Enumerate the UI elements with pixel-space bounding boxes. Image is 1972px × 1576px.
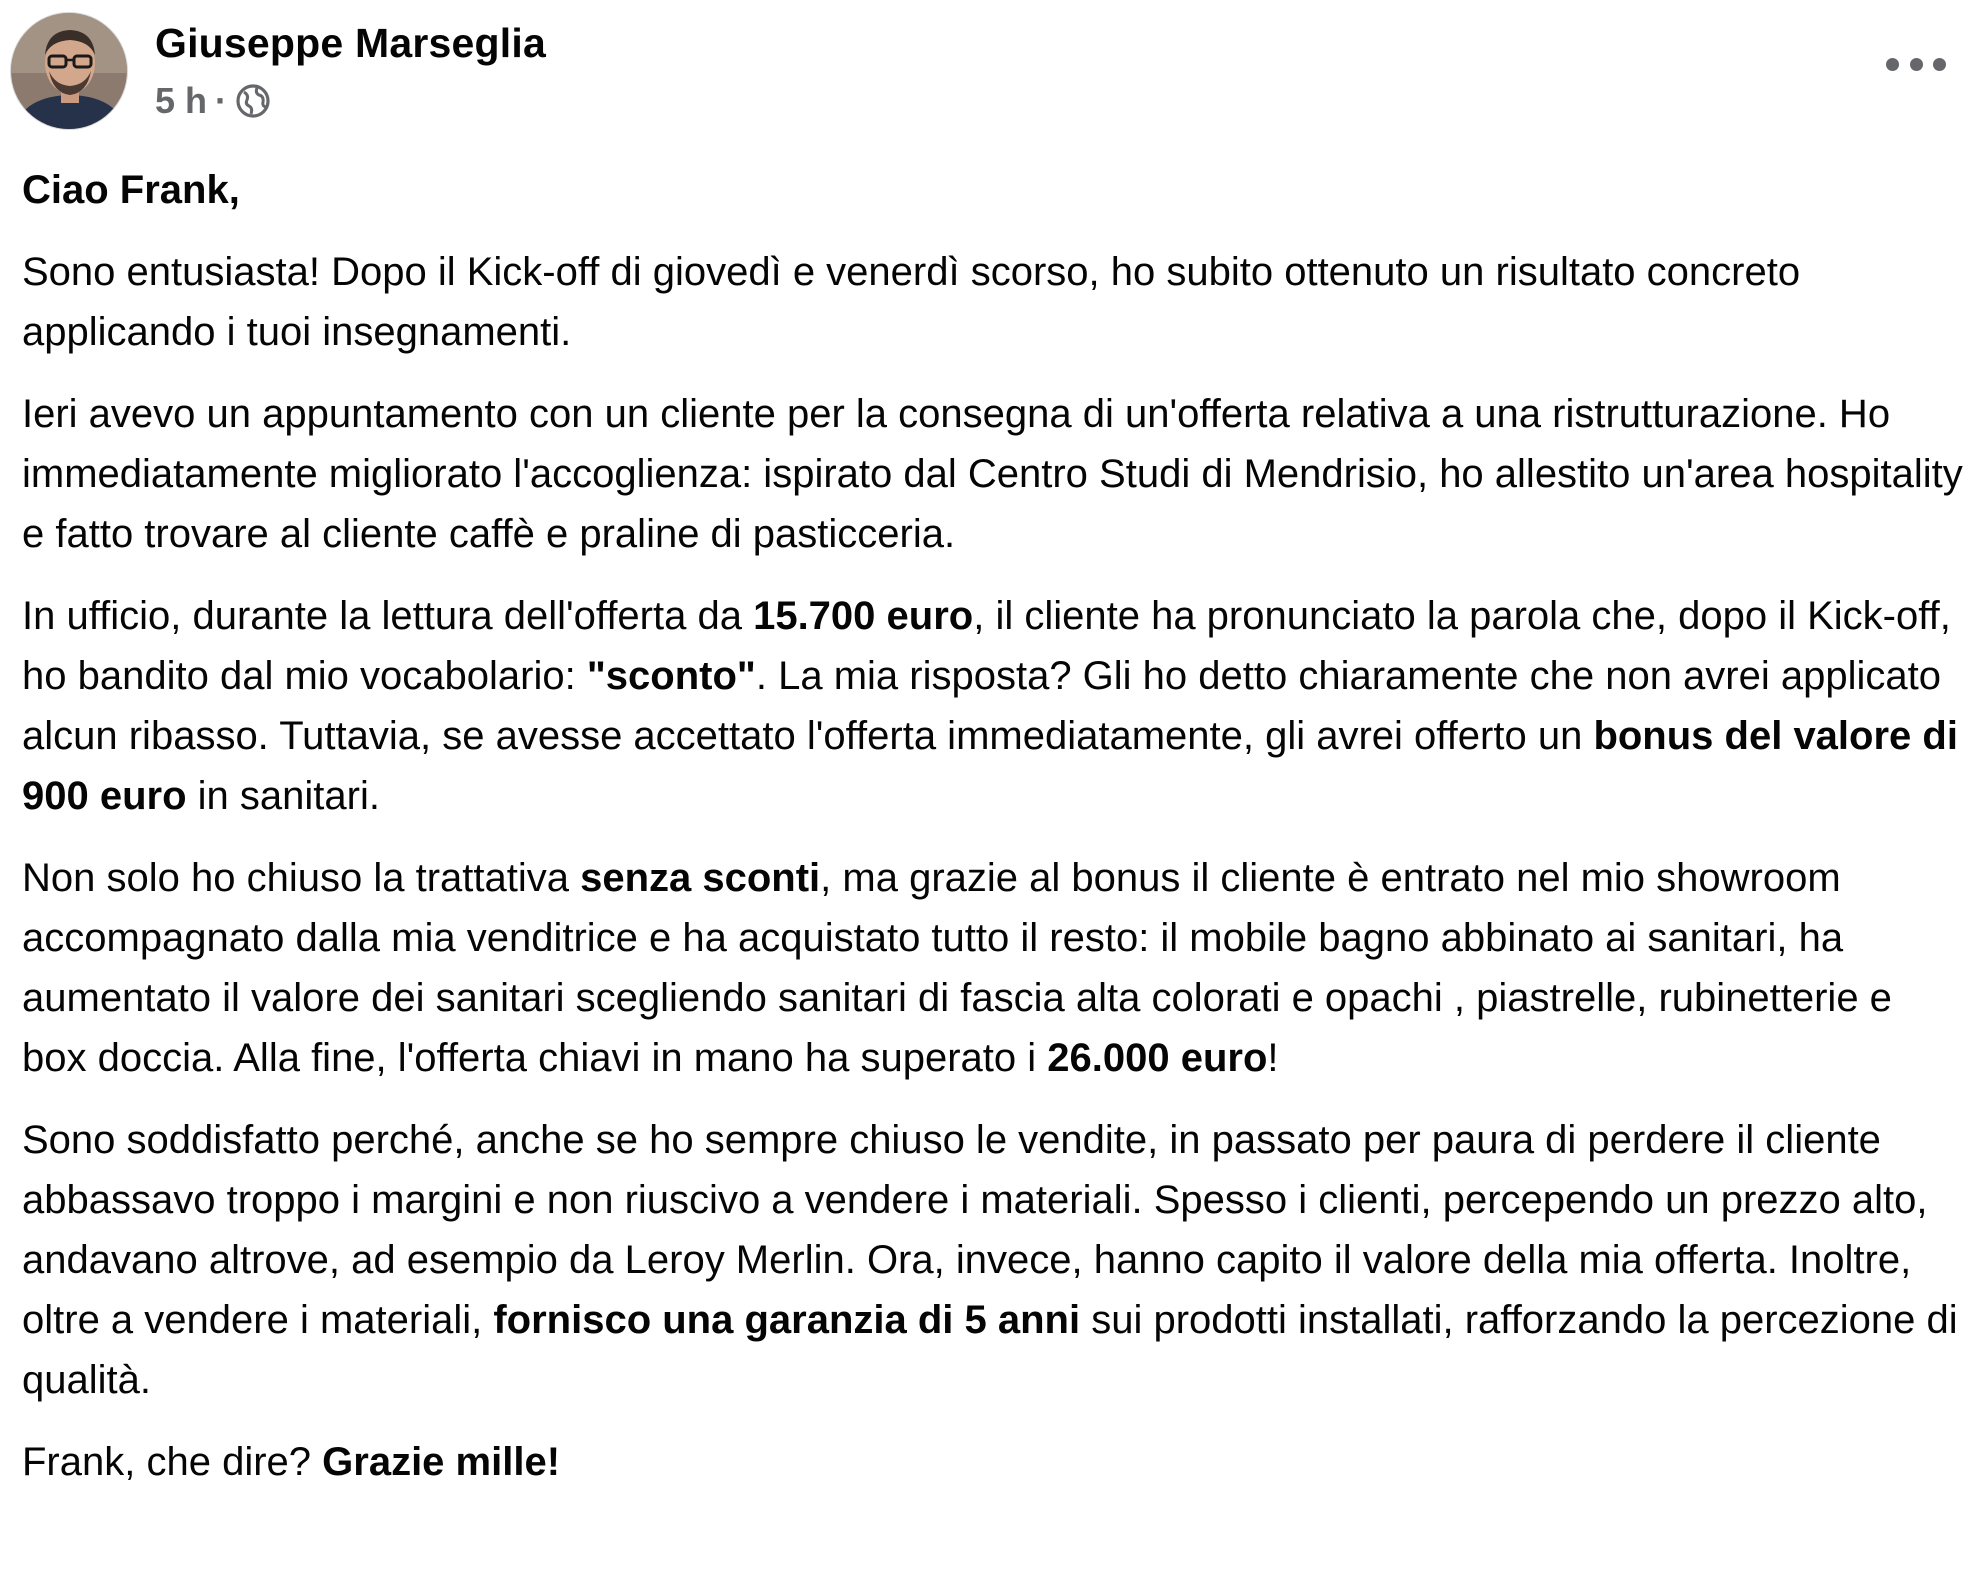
author-avatar[interactable] <box>10 12 128 130</box>
author-name[interactable]: Giuseppe Marseglia <box>155 20 546 66</box>
post-paragraph-2: Ieri avevo un appuntamento con un cliente per la consegna di un'offerta relativa a una ristrutturazione. Ho immediatamente migliorato l'accoglienza: ispirato dal Centro Studi di Mendrisio, ho allestito un'area hospitality e fatto trovare al cliente caffè e praline di pasticceria. <box>22 392 1963 556</box>
post-body <box>22 160 1967 1514</box>
globe-icon[interactable] <box>235 83 271 119</box>
post-meta <box>155 80 271 122</box>
meta-separator: · <box>215 80 228 121</box>
post-paragraph-1: Sono entusiasta! Dopo il Kick-off di giovedì e venerdì scorso, ho subito ottenuto un risultato concreto applicando i tuoi insegnamenti. <box>22 250 1801 354</box>
post-paragraph-6: Frank, che dire? Grazie mille! <box>22 1440 561 1484</box>
more-options-icon[interactable] <box>1886 44 1946 84</box>
post-paragraph-5: Sono soddisfatto perché, anche se ho sempre chiuso le vendite, in passato per paura di perdere il cliente abbassavo troppo i margini e non riuscivo a vendere i materiali. Spesso i clienti, percependo un prezzo alto, andavano altrove, ad esempio da Leroy Merlin. Ora, invece, hanno capito il valore della mia offerta. Inoltre, oltre a vendere i materiali, fornisco una garanzia di 5 anni sui prodotti installati, rafforzando la percezione di qualità. <box>22 1118 1958 1402</box>
post-timestamp[interactable]: 5 h <box>155 80 208 121</box>
post-paragraph-3: In ufficio, durante la lettura dell'offerta da 15.700 euro, il cliente ha pronunciato la parola che, dopo il Kick-off, ho bandito dal mio vocabolario: "sconto". La mia risposta? Gli ho detto chiaramente che non avrei applicato alcun ribasso. Tuttavia, se avesse accettato l'offerta immediatamente, gli avrei offerto un bonus del valore di 900 euro in sanitari. <box>22 594 1958 818</box>
post-paragraph-4: Non solo ho chiuso la trattativa senza sconti, ma grazie al bonus il cliente è entrato nel mio showroom accompagnato dalla mia venditrice e ha acquistato tutto il resto: il mobile bagno abbinato ai sanitari, ha aumentato il valore dei sanitari scegliendo sanitari di fascia alta colorati e opachi , piastrelle, rubinetterie e box doccia. Alla fine, l'offerta chiavi in mano ha superato i 26.000 euro! <box>22 856 1892 1080</box>
post-greeting: Ciao Frank, <box>22 168 240 212</box>
avatar-photo <box>11 13 128 130</box>
